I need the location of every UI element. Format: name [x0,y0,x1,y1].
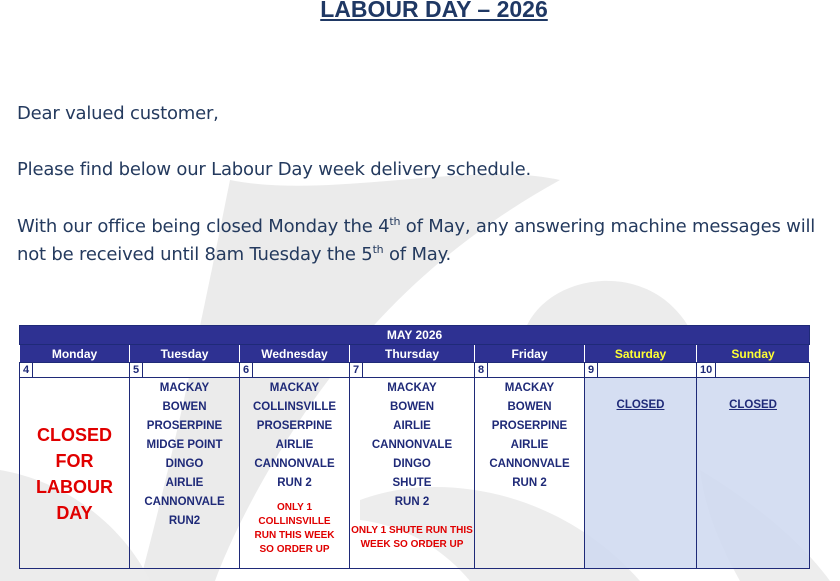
schedule-cell-wednesday [240,378,350,569]
day-header-sunday: Sunday [697,345,810,363]
delivery-run-item: RUN 2 [512,477,547,489]
delivery-run-item: BOWEN [389,401,435,413]
delivery-run-item: COLLINSVILLE [252,401,337,413]
delivery-run-item: PROSERPINE [491,420,568,432]
date-cell-thursday [350,363,475,378]
delivery-runs-list [475,379,584,493]
delivery-run-item: MACKAY [387,382,437,394]
delivery-run-item: MACKAY [504,382,555,394]
delivery-run-item: MACKAY [159,382,210,394]
closed-label: CLOSED [729,399,777,411]
date-number: 8 [475,363,488,377]
day-header-tuesday: Tuesday [130,345,240,363]
delivery-run-item: PROSERPINE [256,420,333,432]
delivery-run-item: MACKAY [269,382,320,394]
delivery-run-item: RUN 2 [277,477,312,489]
delivery-run-item: SHUTE [392,477,432,489]
day-header-wednesday: Wednesday [240,345,350,363]
delivery-run-item: CANNONVALE [254,458,335,470]
order-up-note: ONLY 1 COLLINSVILLE RUN THIS WEEK SO ORDER UP [254,502,335,555]
delivery-run-item: CANNONVALE [489,458,570,470]
date-number: 6 [240,363,253,377]
date-cell-tuesday [130,363,240,378]
delivery-run-item: CANNONVALE [371,439,453,451]
delivery-run-item: PROSERPINE [146,420,223,432]
schedule-cell-tuesday [130,378,240,569]
schedule-cell-thursday [350,378,475,569]
page-title: LABOUR DAY – 2026 [320,0,548,22]
date-number: 7 [350,363,363,377]
delivery-run-item: BOWEN [507,401,552,413]
month-header: MAY 2026 [20,326,810,345]
delivery-schedule-table [19,325,810,569]
date-number: 9 [585,363,598,377]
schedule-cell-friday [475,378,585,569]
day-header-thursday: Thursday [350,345,475,363]
delivery-run-item: AIRLIE [393,420,431,432]
delivery-run-item: RUN 2 [394,496,430,508]
schedule-cell-saturday [585,378,697,569]
delivery-runs-list [240,379,349,493]
date-cell-saturday [585,363,697,378]
delivery-runs-list [130,379,239,531]
delivery-run-item: DINGO [393,458,431,470]
letter-body [17,100,839,269]
closed-label: CLOSED [616,399,665,411]
delivery-run-item: AIRLIE [165,477,204,489]
delivery-run-item: RUN2 [168,515,201,527]
delivery-run-item: CANNONVALE [144,496,225,508]
delivery-run-item: AIRLIE [275,439,314,451]
day-header-monday: Monday [20,345,130,363]
date-number: 4 [20,363,33,377]
closed-for-labour-day-text: CLOSED FOR LABOUR DAY [36,425,113,523]
delivery-run-item: DINGO [165,458,204,470]
date-cell-wednesday [240,363,350,378]
date-number: 5 [130,363,143,377]
office-closed-notice: With our office being closed Monday the 4th of May, any answering machine messages will not be received until 8am Tuesday the 5th of May. [17,215,816,265]
delivery-run-item: MIDGE POINT [146,439,223,451]
day-header-friday: Friday [475,345,585,363]
day-header-saturday: Saturday [585,345,697,363]
date-cell-monday [20,363,130,378]
delivery-run-item: AIRLIE [510,439,549,451]
delivery-runs-list [350,379,474,512]
schedule-cell-sunday [697,378,810,569]
intro-paragraph: Please find below our Labour Day week delivery schedule. [17,159,532,180]
date-number: 10 [697,363,716,377]
greeting: Dear valued customer, [17,103,219,124]
date-cell-sunday [697,363,810,378]
order-up-note: ONLY 1 SHUTE RUN THIS WEEK SO ORDER UP [351,525,473,550]
delivery-run-item: BOWEN [162,401,207,413]
date-cell-friday [475,363,585,378]
schedule-cell-monday [20,378,130,569]
